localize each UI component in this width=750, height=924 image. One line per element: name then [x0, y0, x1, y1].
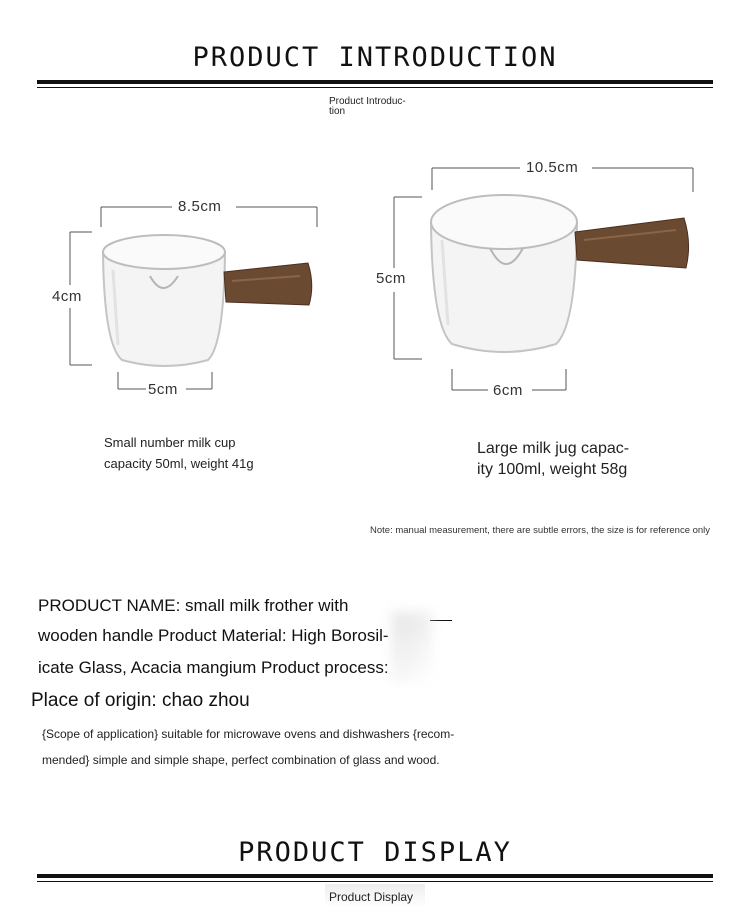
large-jug-base-label: 6cm — [493, 382, 523, 399]
display-heading: PRODUCT DISPLAY — [238, 837, 512, 868]
small-cup-height-label: 4cm — [52, 288, 82, 305]
large-jug-handle — [575, 218, 689, 268]
display-subtitle: Product Display — [329, 890, 414, 904]
info-origin: Place of origin: chao zhou — [31, 690, 250, 711]
info-shadow-decor — [392, 612, 432, 682]
info-process: icate Glass, Acacia mangium Product process: — [38, 658, 389, 677]
large-jug-caption-line1: Large milk jug capac- — [477, 440, 630, 457]
small-cup-caption-line2: capacity 50ml, weight 41g — [104, 456, 254, 471]
large-jug-width-label: 10.5cm — [526, 159, 579, 176]
small-cup-base-label: 5cm — [148, 381, 178, 398]
large-jug-caption — [477, 438, 629, 480]
small-cup-caption-line1: Small number milk cup — [104, 435, 236, 450]
large-jug-height-label: 5cm — [376, 270, 406, 287]
intro-heading: PRODUCT INTRODUCTION — [192, 42, 558, 73]
info-product-name: PRODUCT NAME: small milk frother with — [38, 596, 349, 615]
info-material: wooden handle Product Material: High Borosil- — [38, 626, 389, 645]
small-cup-width-label: 8.5cm — [178, 198, 222, 215]
large-jug-glass — [431, 195, 577, 352]
display-rule-thick — [37, 874, 713, 878]
intro-subtitle: Product Introduc-tion — [329, 96, 406, 117]
info-scope-line1: {Scope of application} suitable for microwave ovens and dishwashers {recom- — [42, 727, 455, 741]
measurement-note: Note: manual measurement, there are subtle errors, the size is for reference only — [370, 525, 711, 536]
display-rule-thin — [37, 881, 713, 882]
info-scope-line2: mended} simple and simple shape, perfect combination of glass and wood. — [42, 753, 440, 767]
large-jug-caption-line2: ity 100ml, weight 58g — [477, 461, 628, 478]
info-dash — [430, 620, 452, 621]
